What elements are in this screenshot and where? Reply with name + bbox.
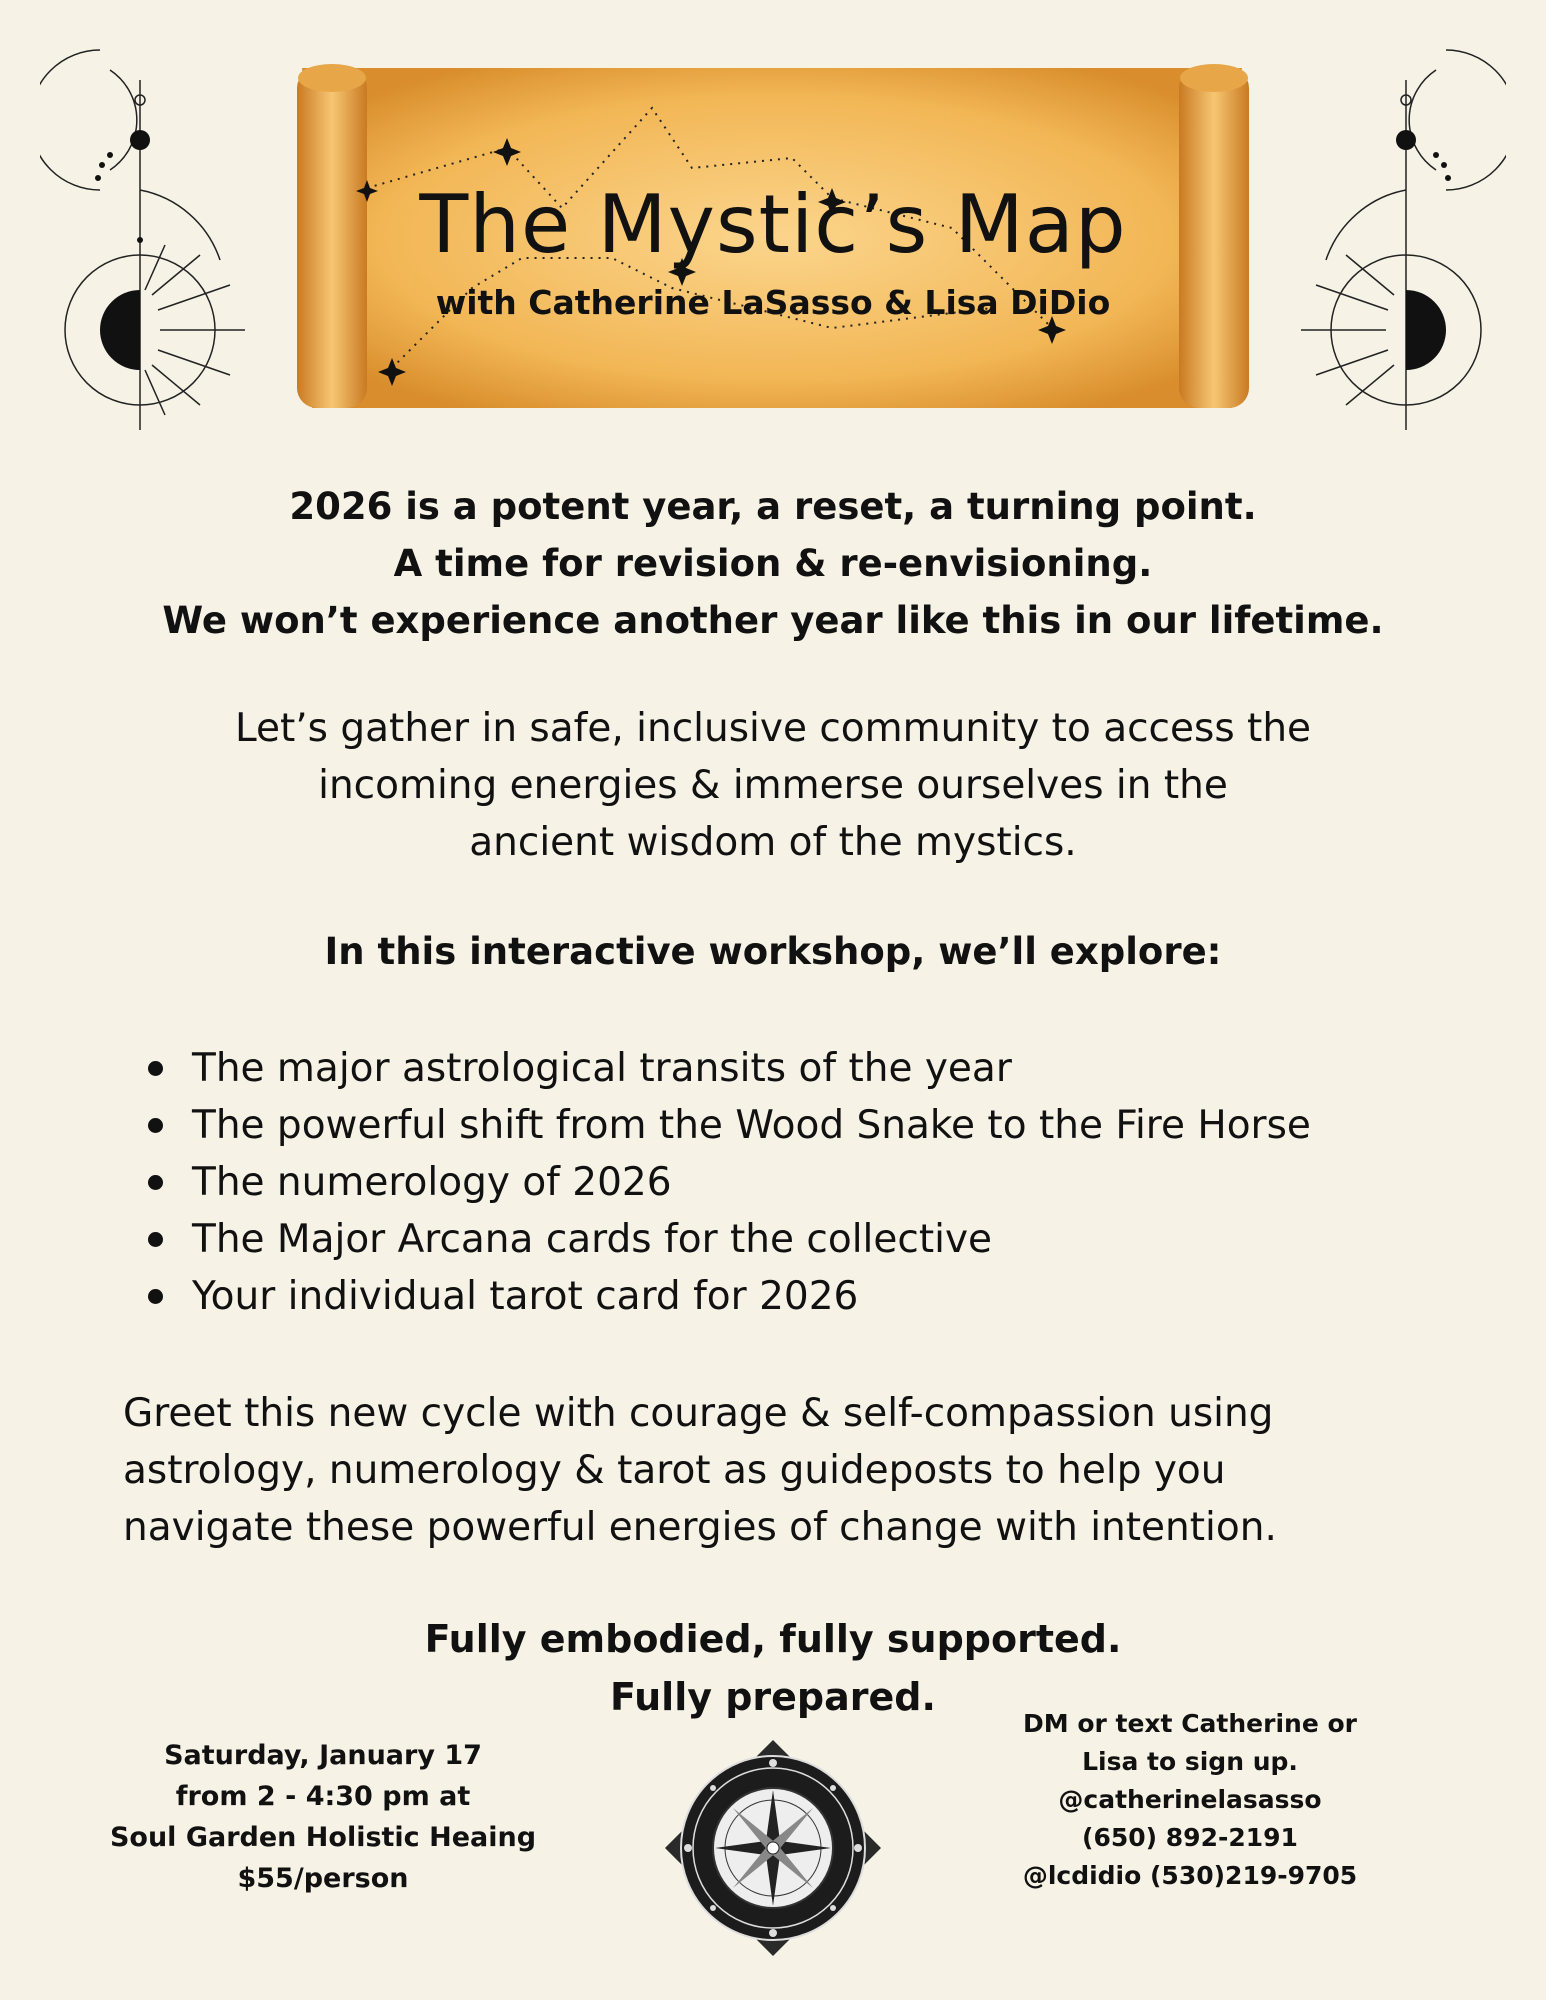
explore-heading: In this interactive workshop, we’ll explore: [324, 930, 1222, 973]
gather-line: Let’s gather in safe, inclusive community to access the [234, 706, 1312, 751]
contact-phone: (650) 892-2191 [1082, 1823, 1298, 1852]
contact-line: Lisa to sign up. [1082, 1747, 1298, 1776]
intro-line: A time for revision & re-envisioning. [393, 542, 1153, 585]
intro-line: 2026 is a potent year, a reset, a turning point. [289, 485, 1257, 528]
moon-sun-ornament-icon [1286, 40, 1506, 440]
intro-line: We won’t experience another year like this in our lifetime. [162, 599, 1384, 642]
intro-block [0, 478, 1546, 649]
list-item: The major astrological transits of the year [148, 1040, 1311, 1097]
event-time: from 2 - 4:30 pm at [175, 1781, 471, 1812]
list-item: The powerful shift from the Wood Snake to the Fire Horse [148, 1097, 1311, 1154]
contact-line: DM or text Catherine or [1022, 1709, 1357, 1738]
contact-handle-phone: @lcdidio (530)219-9705 [1022, 1861, 1358, 1890]
header-scroll [272, 58, 1274, 414]
greet-paragraph [123, 1385, 1443, 1556]
list-item: The numerology of 2026 [148, 1154, 1311, 1211]
greet-line: astrology, numerology & tarot as guideposts to help you [123, 1448, 1226, 1493]
list-item: The Major Arcana cards for the collective [148, 1211, 1311, 1268]
contact-handle: @catherinelasasso [1058, 1785, 1322, 1814]
page-title: The Mystic’s Map [419, 178, 1127, 271]
event-venue: Soul Garden Holistic Heaing [109, 1822, 537, 1853]
event-price: $55/person [237, 1863, 409, 1894]
zodiac-compass-icon [663, 1738, 883, 1958]
tagline-line: Fully embodied, fully supported. [424, 1617, 1122, 1661]
topic-list [148, 1040, 1311, 1325]
contact-info [1000, 1705, 1380, 1895]
gather-paragraph [0, 700, 1546, 871]
tagline-line: Fully prepared. [610, 1675, 936, 1719]
greet-line: navigate these powerful energies of change with intention. [123, 1505, 1277, 1550]
event-date: Saturday, January 17 [164, 1740, 482, 1771]
page-subtitle: with Catherine LaSasso & Lisa DiDio [435, 283, 1111, 322]
event-details [88, 1735, 558, 1899]
moon-sun-ornament-icon [40, 40, 260, 440]
list-item: Your individual tarot card for 2026 [148, 1268, 1311, 1325]
gather-line: incoming energies & immerse ourselves in the [318, 763, 1228, 808]
greet-line: Greet this new cycle with courage & self-compassion using [123, 1391, 1274, 1436]
gather-line: ancient wisdom of the mystics. [469, 820, 1077, 865]
